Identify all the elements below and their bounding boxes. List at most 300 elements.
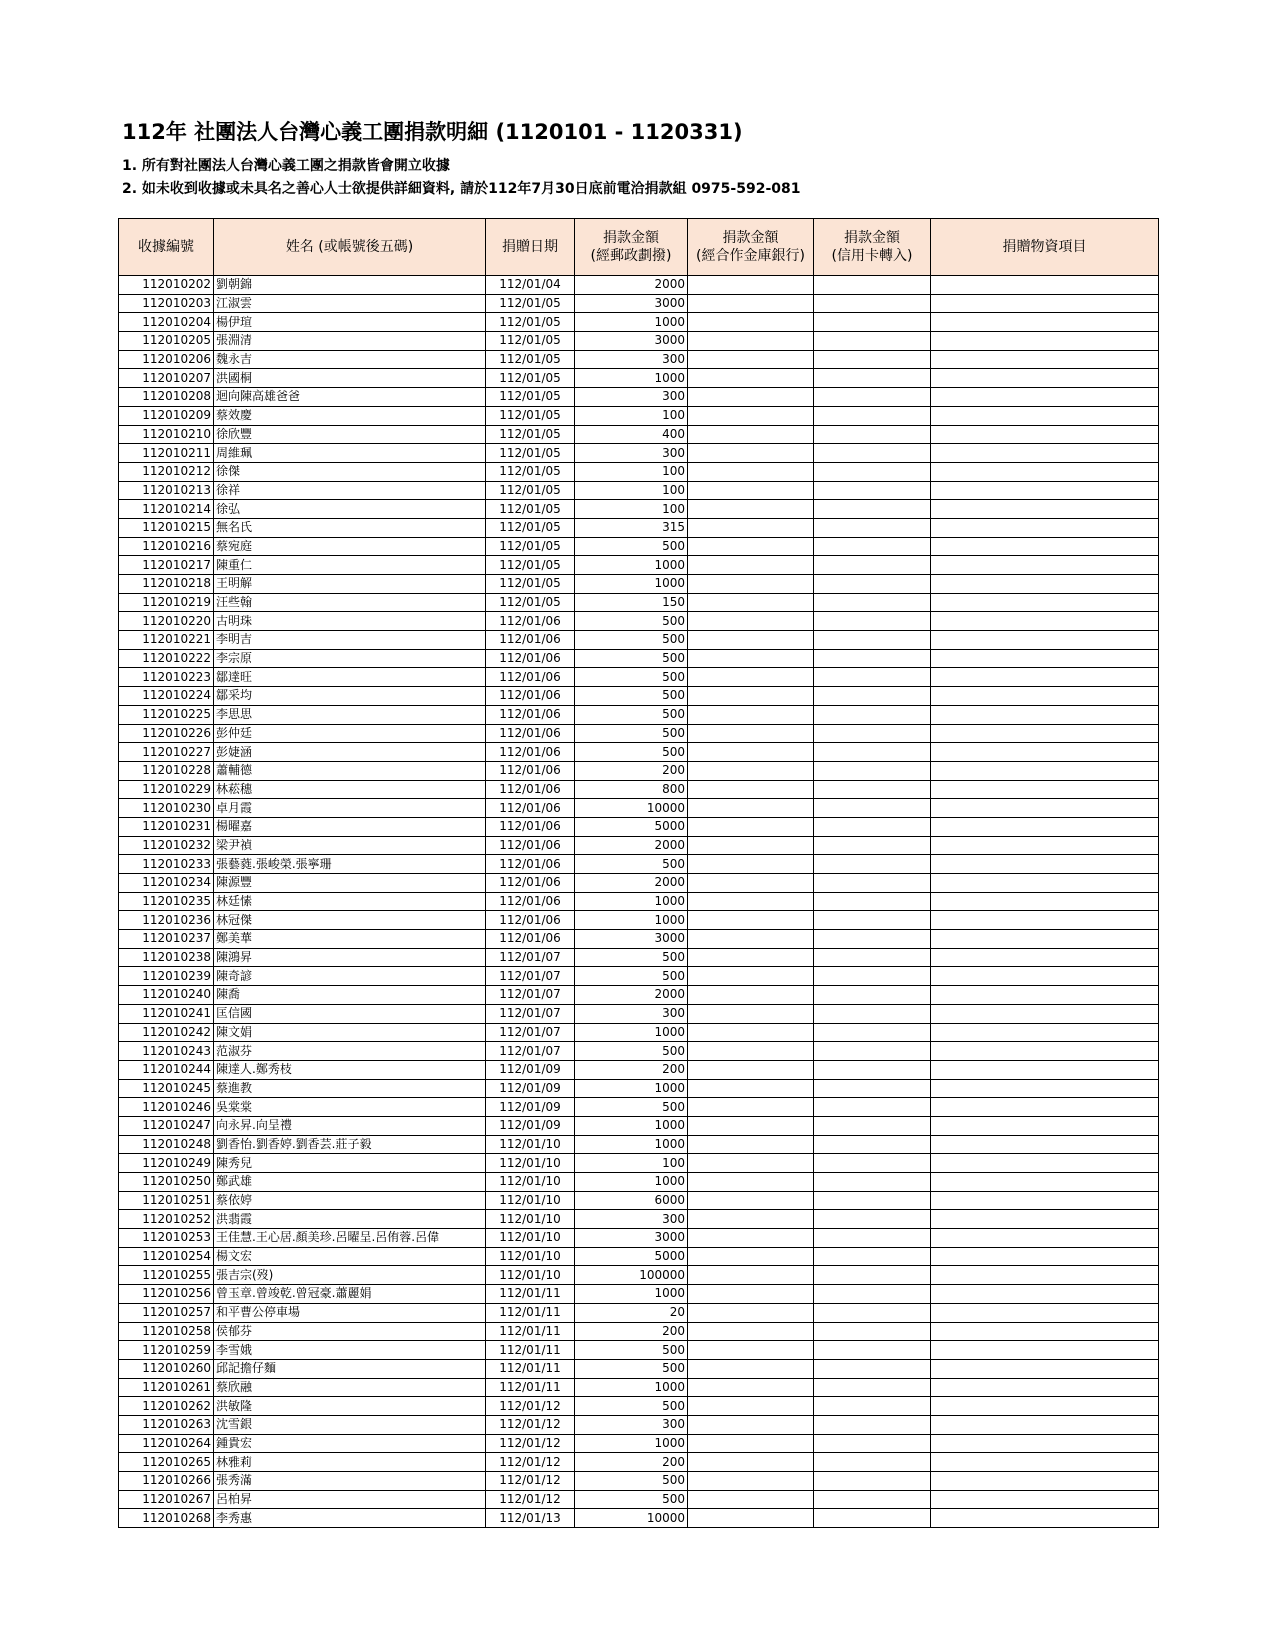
- donor-name-cell: 和平曹公停車場: [214, 1303, 486, 1322]
- amount-bank-cell: [688, 1210, 814, 1229]
- receipt-no-cell: 112010203: [119, 294, 214, 313]
- table-row: [119, 1322, 1159, 1341]
- donor-name-cell: 鍾貴宏: [214, 1434, 486, 1453]
- amount-card-cell: [814, 1004, 931, 1023]
- amount-postal-cell: 500: [575, 1359, 688, 1378]
- receipt-no-cell: 112010232: [119, 836, 214, 855]
- donation-date-cell: 112/01/05: [486, 350, 575, 369]
- amount-card-cell: [814, 1434, 931, 1453]
- receipt-no-cell: 112010237: [119, 930, 214, 949]
- receipt-no-cell: 112010222: [119, 649, 214, 668]
- goods-cell: [931, 612, 1159, 631]
- donor-name-cell: 林雅莉: [214, 1453, 486, 1472]
- receipt-no-cell: 112010215: [119, 518, 214, 537]
- amount-bank-cell: [688, 313, 814, 332]
- donor-name-cell: 向永昇.向呈禮: [214, 1116, 486, 1135]
- goods-cell: [931, 444, 1159, 463]
- donation-date-cell: 112/01/05: [486, 332, 575, 351]
- amount-postal-cell: 1000: [575, 1434, 688, 1453]
- amount-postal-cell: 1000: [575, 313, 688, 332]
- goods-cell: [931, 537, 1159, 556]
- donor-name-cell: 林菘穗: [214, 780, 486, 799]
- col-header-goods: 捐贈物資項目: [931, 219, 1159, 276]
- amount-postal-cell: 1000: [575, 575, 688, 594]
- table-row: [119, 612, 1159, 631]
- receipt-no-cell: 112010235: [119, 892, 214, 911]
- goods-cell: [931, 1266, 1159, 1285]
- col-header-amount-card: 捐款金額 (信用卡轉入): [814, 219, 931, 276]
- table-row: [119, 1229, 1159, 1248]
- donor-name-cell: 李秀惠: [214, 1509, 486, 1528]
- receipt-no-cell: 112010221: [119, 631, 214, 650]
- amount-postal-cell: 500: [575, 1490, 688, 1509]
- amount-bank-cell: [688, 1060, 814, 1079]
- donor-name-cell: 陳重仁: [214, 556, 486, 575]
- amount-postal-cell: 5000: [575, 1247, 688, 1266]
- amount-postal-cell: 200: [575, 1453, 688, 1472]
- donation-date-cell: 112/01/11: [486, 1303, 575, 1322]
- donation-date-cell: 112/01/12: [486, 1453, 575, 1472]
- table-row: [119, 1303, 1159, 1322]
- donor-name-cell: 徐弘: [214, 500, 486, 519]
- amount-bank-cell: [688, 874, 814, 893]
- amount-postal-cell: 1000: [575, 892, 688, 911]
- amount-card-cell: [814, 967, 931, 986]
- goods-cell: [931, 1397, 1159, 1416]
- amount-bank-cell: [688, 836, 814, 855]
- receipt-no-cell: 112010246: [119, 1098, 214, 1117]
- amount-bank-cell: [688, 500, 814, 519]
- amount-bank-cell: [688, 369, 814, 388]
- amount-postal-cell: 1000: [575, 1173, 688, 1192]
- amount-bank-cell: [688, 1042, 814, 1061]
- amount-bank-cell: [688, 1079, 814, 1098]
- donation-date-cell: 112/01/11: [486, 1285, 575, 1304]
- amount-bank-cell: [688, 1266, 814, 1285]
- donation-date-cell: 112/01/06: [486, 930, 575, 949]
- amount-card-cell: [814, 687, 931, 706]
- goods-cell: [931, 705, 1159, 724]
- donation-date-cell: 112/01/11: [486, 1359, 575, 1378]
- receipt-no-cell: 112010223: [119, 668, 214, 687]
- donation-date-cell: 112/01/12: [486, 1472, 575, 1491]
- donation-date-cell: 112/01/12: [486, 1397, 575, 1416]
- amount-bank-cell: [688, 817, 814, 836]
- receipt-no-cell: 112010251: [119, 1191, 214, 1210]
- donor-name-cell: 無名氏: [214, 518, 486, 537]
- table-row: [119, 948, 1159, 967]
- goods-cell: [931, 593, 1159, 612]
- receipt-no-cell: 112010231: [119, 817, 214, 836]
- amount-card-cell: [814, 1303, 931, 1322]
- goods-cell: [931, 1098, 1159, 1117]
- amount-card-cell: [814, 743, 931, 762]
- amount-postal-cell: 1000: [575, 556, 688, 575]
- amount-bank-cell: [688, 1247, 814, 1266]
- donation-date-cell: 112/01/06: [486, 705, 575, 724]
- goods-cell: [931, 313, 1159, 332]
- table-row: [119, 1191, 1159, 1210]
- donor-name-cell: 李宗原: [214, 649, 486, 668]
- donation-date-cell: 112/01/06: [486, 761, 575, 780]
- amount-card-cell: [814, 1191, 931, 1210]
- donor-name-cell: 陳鴻昇: [214, 948, 486, 967]
- amount-bank-cell: [688, 892, 814, 911]
- goods-cell: [931, 1434, 1159, 1453]
- donor-name-cell: 邱記擔仔麵: [214, 1359, 486, 1378]
- amount-postal-cell: 315: [575, 518, 688, 537]
- amount-postal-cell: 300: [575, 388, 688, 407]
- receipt-no-cell: 112010218: [119, 575, 214, 594]
- amount-card-cell: [814, 1135, 931, 1154]
- amount-card-cell: [814, 537, 931, 556]
- amount-postal-cell: 500: [575, 687, 688, 706]
- page-title: 112年 社團法人台灣心義工團捐款明細 (1120101 - 1120331): [122, 120, 743, 144]
- table-row: [119, 575, 1159, 594]
- receipt-no-cell: 112010214: [119, 500, 214, 519]
- amount-card-cell: [814, 1060, 931, 1079]
- table-row: [119, 276, 1159, 295]
- donation-date-cell: 112/01/10: [486, 1210, 575, 1229]
- donor-name-cell: 古明珠: [214, 612, 486, 631]
- amount-bank-cell: [688, 1341, 814, 1360]
- receipt-no-cell: 112010228: [119, 761, 214, 780]
- goods-cell: [931, 668, 1159, 687]
- receipt-no-cell: 112010220: [119, 612, 214, 631]
- donation-date-cell: 112/01/05: [486, 369, 575, 388]
- table-row: [119, 1004, 1159, 1023]
- col-header-amount-bank: 捐款金額 (經合作金庫銀行): [688, 219, 814, 276]
- amount-bank-cell: [688, 1098, 814, 1117]
- goods-cell: [931, 276, 1159, 295]
- table-row: [119, 388, 1159, 407]
- receipt-no-cell: 112010202: [119, 276, 214, 295]
- receipt-no-cell: 112010264: [119, 1434, 214, 1453]
- amount-card-cell: [814, 1210, 931, 1229]
- donation-date-cell: 112/01/06: [486, 817, 575, 836]
- goods-cell: [931, 743, 1159, 762]
- amount-bank-cell: [688, 462, 814, 481]
- goods-cell: [931, 1247, 1159, 1266]
- receipt-no-cell: 112010263: [119, 1415, 214, 1434]
- amount-postal-cell: 300: [575, 1415, 688, 1434]
- donor-name-cell: 徐傑: [214, 462, 486, 481]
- goods-cell: [931, 1210, 1159, 1229]
- receipt-no-cell: 112010230: [119, 799, 214, 818]
- table-row: [119, 986, 1159, 1005]
- receipt-no-cell: 112010212: [119, 462, 214, 481]
- goods-cell: [931, 1229, 1159, 1248]
- note-receipt: 1. 所有對社團法人台灣心義工團之捐款皆會開立收據: [122, 158, 450, 174]
- donor-name-cell: 彭婕涵: [214, 743, 486, 762]
- donation-date-cell: 112/01/04: [486, 276, 575, 295]
- donation-date-cell: 112/01/09: [486, 1098, 575, 1117]
- amount-bank-cell: [688, 1135, 814, 1154]
- donor-name-cell: 劉朝錦: [214, 276, 486, 295]
- table-row: [119, 780, 1159, 799]
- donor-name-cell: 楊文宏: [214, 1247, 486, 1266]
- donation-date-cell: 112/01/05: [486, 294, 575, 313]
- amount-card-cell: [814, 1490, 931, 1509]
- donor-name-cell: 陳文娟: [214, 1023, 486, 1042]
- receipt-no-cell: 112010225: [119, 705, 214, 724]
- donor-name-cell: 匡信國: [214, 1004, 486, 1023]
- amount-postal-cell: 500: [575, 1042, 688, 1061]
- goods-cell: [931, 500, 1159, 519]
- table-row: [119, 930, 1159, 949]
- table-row: [119, 537, 1159, 556]
- receipt-no-cell: 112010233: [119, 855, 214, 874]
- amount-bank-cell: [688, 1415, 814, 1434]
- receipt-no-cell: 112010224: [119, 687, 214, 706]
- donor-name-cell: 吳棠棠: [214, 1098, 486, 1117]
- amount-postal-cell: 2000: [575, 986, 688, 1005]
- goods-cell: [931, 1023, 1159, 1042]
- amount-bank-cell: [688, 518, 814, 537]
- donation-date-cell: 112/01/05: [486, 462, 575, 481]
- table-row: [119, 1359, 1159, 1378]
- amount-card-cell: [814, 1247, 931, 1266]
- donation-date-cell: 112/01/11: [486, 1322, 575, 1341]
- amount-card-cell: [814, 294, 931, 313]
- amount-bank-cell: [688, 799, 814, 818]
- amount-card-cell: [814, 892, 931, 911]
- receipt-no-cell: 112010219: [119, 593, 214, 612]
- donation-date-cell: 112/01/10: [486, 1266, 575, 1285]
- goods-cell: [931, 780, 1159, 799]
- amount-bank-cell: [688, 593, 814, 612]
- amount-card-cell: [814, 575, 931, 594]
- donor-name-cell: 徐祥: [214, 481, 486, 500]
- donation-date-cell: 112/01/05: [486, 388, 575, 407]
- amount-postal-cell: 500: [575, 537, 688, 556]
- receipt-no-cell: 112010210: [119, 425, 214, 444]
- goods-cell: [931, 1415, 1159, 1434]
- donor-name-cell: 沈雪銀: [214, 1415, 486, 1434]
- amount-card-cell: [814, 1154, 931, 1173]
- table-header-row: [119, 219, 1159, 276]
- amount-card-cell: [814, 874, 931, 893]
- receipt-no-cell: 112010226: [119, 724, 214, 743]
- amount-card-cell: [814, 1098, 931, 1117]
- amount-postal-cell: 500: [575, 1472, 688, 1491]
- donation-date-cell: 112/01/07: [486, 1004, 575, 1023]
- goods-cell: [931, 761, 1159, 780]
- donation-date-cell: 112/01/05: [486, 481, 575, 500]
- table-row: [119, 1079, 1159, 1098]
- donor-name-cell: 王佳慧.王心居.顏美珍.呂曜呈.呂侑蓉.呂偉: [214, 1229, 486, 1248]
- amount-card-cell: [814, 836, 931, 855]
- goods-cell: [931, 481, 1159, 500]
- donor-name-cell: 王明解: [214, 575, 486, 594]
- table-row: [119, 294, 1159, 313]
- amount-bank-cell: [688, 1378, 814, 1397]
- amount-card-cell: [814, 388, 931, 407]
- amount-postal-cell: 2000: [575, 276, 688, 295]
- donation-date-cell: 112/01/06: [486, 836, 575, 855]
- receipt-no-cell: 112010247: [119, 1116, 214, 1135]
- goods-cell: [931, 967, 1159, 986]
- table-row: [119, 462, 1159, 481]
- donor-name-cell: 鄒達旺: [214, 668, 486, 687]
- amount-postal-cell: 10000: [575, 799, 688, 818]
- amount-postal-cell: 100: [575, 462, 688, 481]
- amount-bank-cell: [688, 724, 814, 743]
- amount-postal-cell: 300: [575, 1004, 688, 1023]
- amount-postal-cell: 800: [575, 780, 688, 799]
- amount-postal-cell: 100: [575, 1154, 688, 1173]
- table-row: [119, 481, 1159, 500]
- table-row: [119, 668, 1159, 687]
- table-row: [119, 1397, 1159, 1416]
- amount-bank-cell: [688, 332, 814, 351]
- table-row: [119, 444, 1159, 463]
- donor-name-cell: 陳喬: [214, 986, 486, 1005]
- receipt-no-cell: 112010258: [119, 1322, 214, 1341]
- receipt-no-cell: 112010207: [119, 369, 214, 388]
- amount-card-cell: [814, 1397, 931, 1416]
- donation-date-cell: 112/01/09: [486, 1060, 575, 1079]
- donation-date-cell: 112/01/05: [486, 500, 575, 519]
- amount-postal-cell: 500: [575, 649, 688, 668]
- amount-postal-cell: 100: [575, 406, 688, 425]
- donation-date-cell: 112/01/05: [486, 556, 575, 575]
- amount-bank-cell: [688, 649, 814, 668]
- amount-card-cell: [814, 855, 931, 874]
- amount-card-cell: [814, 369, 931, 388]
- donation-date-cell: 112/01/11: [486, 1341, 575, 1360]
- donation-date-cell: 112/01/07: [486, 986, 575, 1005]
- goods-cell: [931, 518, 1159, 537]
- table-row: [119, 1135, 1159, 1154]
- goods-cell: [931, 1359, 1159, 1378]
- table-row: [119, 518, 1159, 537]
- receipt-no-cell: 112010245: [119, 1079, 214, 1098]
- receipt-no-cell: 112010259: [119, 1341, 214, 1360]
- amount-card-cell: [814, 332, 931, 351]
- receipt-no-cell: 112010217: [119, 556, 214, 575]
- col-header-date: 捐贈日期: [486, 219, 575, 276]
- receipt-no-cell: 112010262: [119, 1397, 214, 1416]
- donation-date-cell: 112/01/05: [486, 406, 575, 425]
- col-header-amount-postal: 捐款金額 (經郵政劃撥): [575, 219, 688, 276]
- table-row: [119, 799, 1159, 818]
- table-row: [119, 1098, 1159, 1117]
- table-row: [119, 761, 1159, 780]
- amount-card-cell: [814, 406, 931, 425]
- donation-date-cell: 112/01/07: [486, 948, 575, 967]
- table-row: [119, 1023, 1159, 1042]
- goods-cell: [931, 1490, 1159, 1509]
- donor-name-cell: 蔡宛庭: [214, 537, 486, 556]
- table-row: [119, 332, 1159, 351]
- amount-card-cell: [814, 276, 931, 295]
- amount-card-cell: [814, 1359, 931, 1378]
- donation-date-cell: 112/01/10: [486, 1229, 575, 1248]
- goods-cell: [931, 294, 1159, 313]
- amount-bank-cell: [688, 761, 814, 780]
- donation-date-cell: 112/01/06: [486, 780, 575, 799]
- amount-postal-cell: 1000: [575, 369, 688, 388]
- receipt-no-cell: 112010242: [119, 1023, 214, 1042]
- donation-date-cell: 112/01/05: [486, 425, 575, 444]
- amount-postal-cell: 500: [575, 1397, 688, 1416]
- amount-postal-cell: 500: [575, 612, 688, 631]
- amount-postal-cell: 500: [575, 705, 688, 724]
- table-row: [119, 855, 1159, 874]
- table-row: [119, 1453, 1159, 1472]
- amount-postal-cell: 500: [575, 1341, 688, 1360]
- amount-bank-cell: [688, 705, 814, 724]
- donation-date-cell: 112/01/06: [486, 892, 575, 911]
- amount-bank-cell: [688, 294, 814, 313]
- table-row: [119, 743, 1159, 762]
- donation-date-cell: 112/01/06: [486, 855, 575, 874]
- amount-bank-cell: [688, 1116, 814, 1135]
- donor-name-cell: 洪翡霞: [214, 1210, 486, 1229]
- receipt-no-cell: 112010234: [119, 874, 214, 893]
- donation-date-cell: 112/01/10: [486, 1191, 575, 1210]
- receipt-no-cell: 112010248: [119, 1135, 214, 1154]
- amount-bank-cell: [688, 930, 814, 949]
- donor-name-cell: 林廷愫: [214, 892, 486, 911]
- donation-date-cell: 112/01/10: [486, 1173, 575, 1192]
- donation-date-cell: 112/01/13: [486, 1509, 575, 1528]
- donation-date-cell: 112/01/12: [486, 1490, 575, 1509]
- goods-cell: [931, 1303, 1159, 1322]
- amount-bank-cell: [688, 1490, 814, 1509]
- table-row: [119, 1154, 1159, 1173]
- receipt-no-cell: 112010209: [119, 406, 214, 425]
- amount-card-cell: [814, 556, 931, 575]
- donor-name-cell: 呂柏昇: [214, 1490, 486, 1509]
- amount-bank-cell: [688, 425, 814, 444]
- table-row: [119, 1173, 1159, 1192]
- amount-card-cell: [814, 462, 931, 481]
- table-row: [119, 1060, 1159, 1079]
- amount-postal-cell: 300: [575, 350, 688, 369]
- table-row: [119, 874, 1159, 893]
- amount-card-cell: [814, 986, 931, 1005]
- amount-postal-cell: 5000: [575, 817, 688, 836]
- amount-card-cell: [814, 444, 931, 463]
- donation-date-cell: 112/01/12: [486, 1434, 575, 1453]
- amount-card-cell: [814, 313, 931, 332]
- receipt-no-cell: 112010260: [119, 1359, 214, 1378]
- donor-name-cell: 楊伊瑄: [214, 313, 486, 332]
- receipt-no-cell: 112010238: [119, 948, 214, 967]
- goods-cell: [931, 948, 1159, 967]
- table-row: [119, 1472, 1159, 1491]
- donor-name-cell: 李明吉: [214, 631, 486, 650]
- amount-bank-cell: [688, 1191, 814, 1210]
- goods-cell: [931, 406, 1159, 425]
- donor-name-cell: 陳源豐: [214, 874, 486, 893]
- amount-card-cell: [814, 1229, 931, 1248]
- donor-name-cell: 洪國桐: [214, 369, 486, 388]
- amount-card-cell: [814, 1453, 931, 1472]
- donor-name-cell: 洪敏隆: [214, 1397, 486, 1416]
- receipt-no-cell: 112010253: [119, 1229, 214, 1248]
- goods-cell: [931, 556, 1159, 575]
- receipt-no-cell: 112010244: [119, 1060, 214, 1079]
- goods-cell: [931, 350, 1159, 369]
- donation-date-cell: 112/01/06: [486, 668, 575, 687]
- table-body: [119, 276, 1159, 1528]
- receipt-no-cell: 112010216: [119, 537, 214, 556]
- amount-card-cell: [814, 593, 931, 612]
- donation-date-cell: 112/01/09: [486, 1116, 575, 1135]
